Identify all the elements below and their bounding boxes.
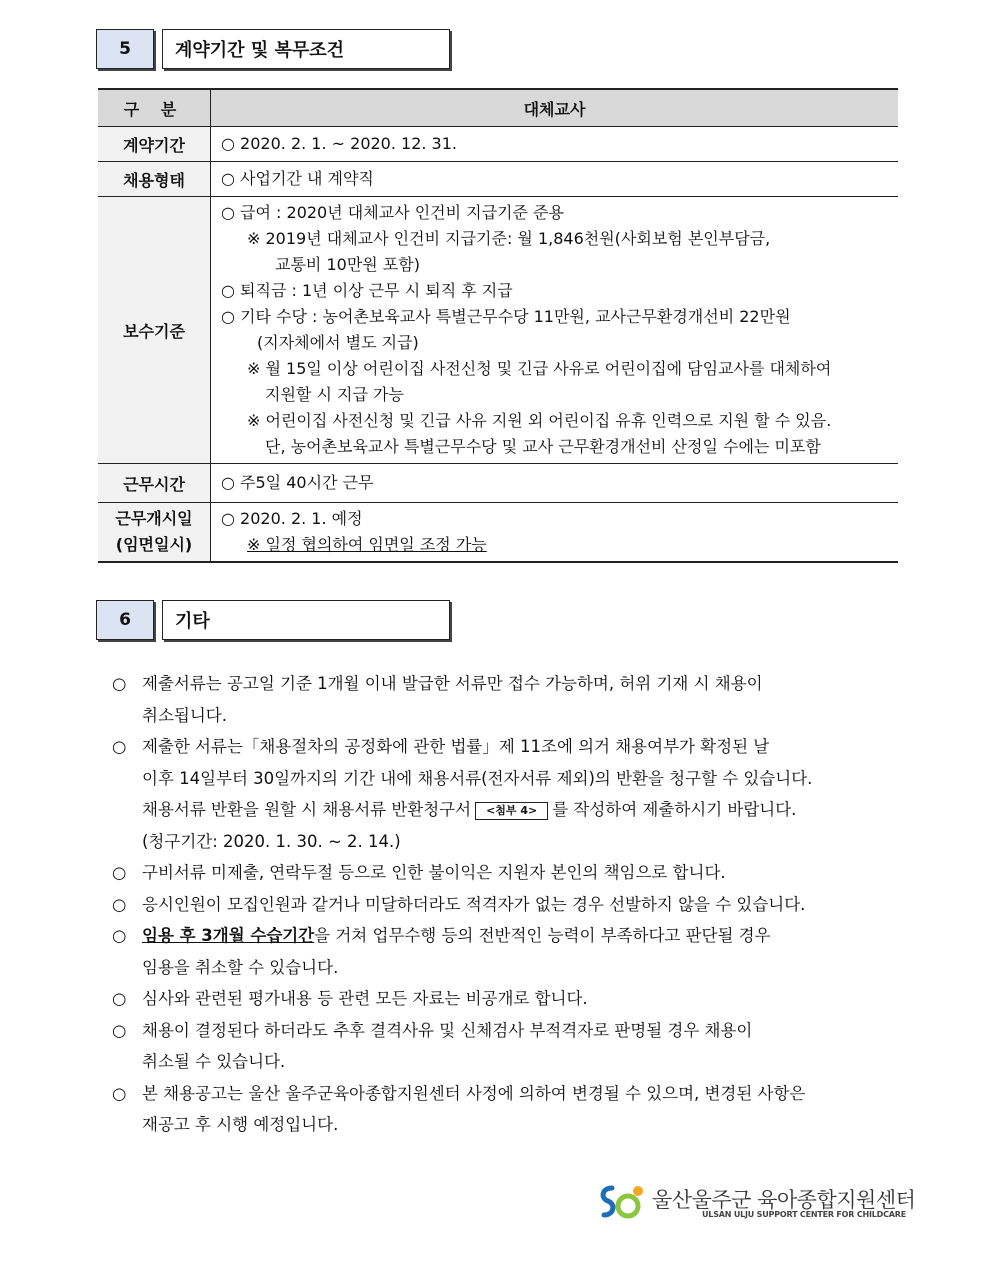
center-logo [598, 1182, 916, 1226]
contract-period-value: ○ 2020. 2. 1. ~ 2020. 12. 31. [211, 127, 899, 162]
section-6-title: 기타 [162, 600, 450, 640]
table-header-row [98, 89, 898, 127]
header-category: 구 분 [98, 89, 211, 127]
list-item [112, 857, 898, 889]
note-text: 채용서류 반환을 원할 시 채용서류 반환청구서 [142, 800, 472, 819]
header-substitute-teacher: 대체교사 [211, 89, 899, 127]
pay-line: 교통비 10만원 포함) [275, 255, 420, 274]
probation-emphasis: 임용 후 3개월 수습기간 [142, 926, 315, 945]
note-text: 본 채용공고는 울산 울주군육아종합지원센터 사정에 의하여 변경될 수 있으며, 변경된 사항은 [142, 1083, 806, 1103]
list-item [112, 983, 898, 1015]
start-date-value [211, 503, 899, 563]
pay-standard-label: 보수기준 [98, 197, 211, 464]
logo-english-text: ULSAN ULJU SUPPORT CENTER FOR CHILDCARE [702, 1210, 906, 1219]
pay-line: ○ 기타 수당 : 농어촌보육교사 특별근무수당 11만원, 교사근무환경개선비 22만원 [221, 307, 791, 326]
section-5-number: 5 [96, 29, 154, 69]
note-continuation: 이후 14일부터 30일까지의 기간 내에 채용서류(전자서류 제외)의 반환을 청구할 수 있습니다. [142, 768, 813, 788]
list-item [112, 920, 898, 952]
note-text: 심사와 관련된 평가내용 등 관련 모든 자료는 비공개로 합니다. [142, 989, 588, 1008]
list-item [112, 668, 898, 700]
conditions-table [98, 88, 898, 563]
table-row [98, 197, 898, 464]
bullet: ○ [112, 1020, 127, 1040]
note-text: 를 작성하여 제출하시기 바랍니다. [552, 800, 797, 819]
start-date-label-line2: (임면일시) [115, 535, 193, 554]
note-continuation: 재공고 후 시행 예정입니다. [142, 1115, 339, 1134]
bullet: ○ [112, 737, 127, 756]
start-date-label [98, 503, 211, 563]
list-item [112, 1015, 898, 1047]
note-continuation [112, 794, 898, 826]
start-note-text: ※ 일정 협의하여 임면일 조정 가능 [247, 535, 487, 554]
note-text: 제출서류는 공고일 기준 1개월 이내 발급한 서류만 접수 가능하며, 허위 기재 시 채용이 [142, 674, 763, 693]
pay-line: ※ 어린이집 사전신청 및 긴급 사유 지원 외 어린이집 유휴 인력으로 지원 할 수 있음. [247, 411, 832, 430]
pay-line: ○ 퇴직금 : 1년 이상 근무 시 퇴직 후 지급 [221, 281, 513, 300]
list-item [112, 889, 898, 921]
bullet: ○ [112, 1083, 127, 1103]
note-text: 응시인원이 모집인원과 같거나 미달하더라도 적격자가 없는 경우 선발하지 않을 수 있습니다. [142, 894, 806, 914]
note-text: 구비서류 미제출, 연락두절 등으로 인한 불이익은 지원자 본인의 책임으로 합니다. [142, 863, 726, 882]
section-5-title: 계약기간 및 복무조건 [162, 29, 450, 69]
table-row [98, 162, 898, 197]
pay-line: 지원할 시 지급 가능 [265, 385, 404, 404]
pay-line: (지자체에서 별도 지급) [257, 333, 419, 352]
employment-type-label: 채용형태 [98, 162, 211, 197]
start-line: ○ 2020. 2. 1. 예정 [221, 509, 363, 528]
bullet: ○ [112, 989, 127, 1008]
note-continuation: 취소될 수 있습니다. [142, 1052, 286, 1071]
pay-line: ※ 2019년 대체교사 인건비 지급기준: 월 1,846천원(사회보험 본인부담금, [247, 229, 771, 248]
start-note [221, 532, 890, 558]
contract-period-label: 계약기간 [98, 127, 211, 162]
bullet: ○ [112, 863, 127, 882]
note-text: 제출한 서류는「채용절차의 공정화에 관한 법률」제 11조에 의거 채용여부가 확정된 날 [142, 737, 770, 756]
section-6-number: 6 [96, 600, 154, 640]
attachment-4-badge: <첨부 4> [475, 802, 548, 820]
pay-line: ○ 급여 : 2020년 대체교사 인건비 지급기준 준용 [221, 203, 564, 222]
note-text: 을 거쳐 업무수행 등의 전반적인 능력이 부족하다고 판단될 경우 [314, 926, 771, 945]
bullet: ○ [112, 894, 127, 914]
table-row [98, 503, 898, 563]
pay-line: 단, 농어촌보육교사 특별근무수당 및 교사 근무환경개선비 산정일 수에는 미포함 [265, 437, 821, 456]
notes-list [112, 668, 898, 1141]
work-hours-label: 근무시간 [98, 464, 211, 503]
start-date-label-line1: 근무개시일 [115, 509, 193, 528]
pay-line: ※ 월 15일 이상 어린이집 사전신청 및 긴급 사유로 어린이집에 담임교사를 대체하여 [247, 359, 832, 378]
list-item [112, 1078, 898, 1110]
list-item [112, 731, 898, 763]
bullet: ○ [112, 674, 127, 693]
claim-period: (청구기간: 2020. 1. 30. ~ 2. 14.) [142, 831, 401, 851]
logo-korean-text: 울산울주군 육아종합지원센터 [652, 1188, 916, 1212]
bullet: ○ [112, 926, 127, 945]
note-text: 채용이 결정된다 하더라도 추후 결격사유 및 신체검사 부적격자로 판명될 경우 채용이 [142, 1020, 753, 1040]
work-hours-value: ○ 주5일 40시간 근무 [211, 464, 899, 503]
note-continuation: 취소됩니다. [142, 705, 227, 725]
note-continuation: 임용을 취소할 수 있습니다. [142, 957, 339, 977]
pay-standard-value [211, 197, 899, 464]
employment-type-value: ○ 사업기간 내 계약직 [211, 162, 899, 197]
table-row [98, 464, 898, 503]
logo-mark-icon [598, 1182, 648, 1224]
table-row [98, 127, 898, 162]
